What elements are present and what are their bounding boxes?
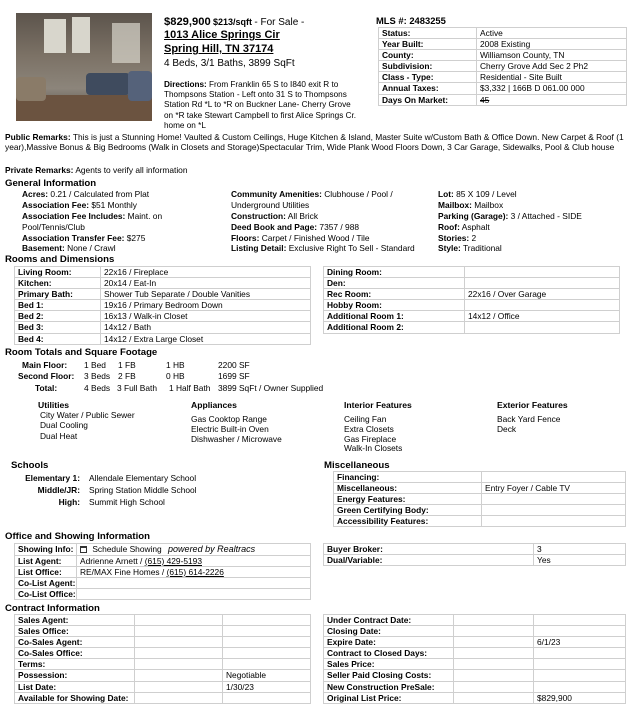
mls-row: [379, 28, 627, 39]
list-agent-phone-link[interactable]: (615) 429-5193: [144, 555, 202, 566]
misc-row: [334, 472, 626, 483]
contract-value: [534, 681, 626, 692]
general-info-row: [22, 233, 222, 244]
room-row: [324, 311, 620, 322]
room-label: Hobby Room:: [324, 300, 465, 311]
room-label: Bed 3:: [15, 322, 101, 333]
beds-baths-sqft: 4 Beds, 3/1 Baths, 3899 SqFt: [164, 58, 295, 69]
utilities-item: Dual Heat: [40, 430, 78, 441]
totals-row-label: Second Floor:: [18, 371, 75, 381]
list-agent-name: Adrienne Arnett /: [80, 555, 145, 566]
room-value: 14x12 / Office: [465, 311, 620, 322]
contract-label: Seller Paid Closing Costs:: [324, 670, 454, 681]
mls-row: [379, 50, 627, 61]
contract-row: [324, 615, 626, 626]
contract-label: List Date:: [15, 681, 135, 692]
private-remarks: [5, 165, 188, 175]
room-row: [324, 278, 620, 289]
listing-status-text: - For Sale -: [254, 17, 305, 28]
general-info-row: [231, 233, 431, 244]
room-value: 19x16 / Primary Bedroom Down: [101, 300, 311, 311]
mls-field-value: 45: [477, 94, 627, 105]
totals-bed: 1 Bed: [84, 360, 106, 370]
general-info-value: $51 Monthly: [91, 199, 137, 210]
contract-value: [534, 659, 626, 670]
appliances-item: Dishwasher / Microwave: [191, 433, 282, 444]
misc-value: [482, 472, 626, 483]
general-info-label: Stories:: [438, 232, 470, 243]
contract-label: Co-Sales Agent:: [15, 637, 135, 648]
general-info-value: Asphalt: [461, 221, 490, 232]
exterior-heading: Exterior Features: [497, 400, 568, 410]
room-value: [465, 322, 620, 333]
contract-spacer: [135, 659, 223, 670]
general-info-value: $275: [126, 232, 146, 243]
utilities-item: City Water / Public Sewer: [40, 410, 135, 420]
contract-label: Sales Agent:: [15, 615, 135, 626]
general-info-row: [22, 211, 222, 222]
contract-spacer: [135, 670, 223, 681]
general-info-label: Deed Book and Page:: [231, 221, 318, 232]
directions: [164, 80, 362, 131]
contract-spacer: [454, 659, 534, 670]
calendar-icon: [80, 546, 87, 553]
office-heading: Office and Showing Information: [5, 531, 150, 542]
general-info-label: Roof:: [438, 221, 460, 232]
general-info-value: None / Crawl: [67, 243, 116, 254]
contract-label: Terms:: [15, 659, 135, 670]
general-info-row: [438, 211, 634, 222]
list-office-label: List Office:: [15, 566, 77, 577]
co-list-office-value: [77, 589, 311, 600]
schedule-showing-link[interactable]: Schedule Showing: [92, 544, 162, 554]
misc-label: Energy Features:: [334, 494, 482, 505]
contract-spacer: [135, 626, 223, 637]
contract-row: [324, 692, 626, 703]
room-value: 14x12 / Extra Large Closet: [101, 333, 311, 344]
public-remarks-text: This is just a Stunning Home! Vaulted & Custom Ceilings, Huge Kitchen & Island, Master Suite w/Custom Bath & Office Down. New Carpet & Roof (1 year),Massive Bonus & Big Bedrooms (Walk in Closets and Storage)Spectacular Trim, Wide Plank Wood Floors Down, 3 Car Garage, Sidewalks, Pool & Club house: [5, 132, 624, 152]
contract-label: Sales Office:: [15, 626, 135, 637]
room-value: 22x16 / Over Garage: [465, 289, 620, 300]
contract-row: [15, 637, 311, 648]
mls-field-value: Cherry Grove Add Sec 2 Ph2: [477, 61, 627, 72]
misc-row: [334, 494, 626, 505]
misc-label: Green Certifying Body:: [334, 505, 482, 516]
misc-label: Accessibility Features:: [334, 516, 482, 527]
list-office-name: RE/MAX Fine Homes /: [80, 566, 167, 577]
contract-label: Expire Date:: [324, 637, 454, 648]
price-line: [164, 16, 304, 29]
contract-value: [223, 626, 311, 637]
mls-field-value: Residential - Site Built: [477, 72, 627, 83]
general-info-row: [231, 243, 431, 254]
room-row: [324, 267, 620, 278]
room-row: [15, 278, 311, 289]
contract-heading: Contract Information: [5, 603, 100, 614]
broker-label: Buyer Broker:: [324, 544, 534, 555]
general-info-label: Style:: [438, 243, 461, 254]
room-label: Additional Room 1:: [324, 311, 465, 322]
contract-spacer: [454, 626, 534, 637]
room-totals-heading: Room Totals and Square Footage: [5, 347, 158, 358]
contract-row: [324, 670, 626, 681]
mls-row: [379, 72, 627, 83]
contract-value: [534, 626, 626, 637]
room-label: Bed 1:: [15, 300, 101, 311]
general-info-row: [438, 189, 634, 200]
contract-value: [223, 648, 311, 659]
contract-value: [534, 670, 626, 681]
room-label: Kitchen:: [15, 278, 101, 289]
totals-row-label: Main Floor:: [22, 360, 68, 370]
room-label: Primary Bath:: [15, 289, 101, 300]
general-info-row: [231, 200, 431, 211]
room-row: [15, 311, 311, 322]
schools-heading: Schools: [11, 460, 49, 471]
room-label: Dining Room:: [324, 267, 465, 278]
general-info-row: [22, 243, 222, 254]
general-info-value: 3 / Attached - SIDE: [510, 210, 582, 221]
powered-by: powered by Realtracs: [168, 544, 256, 554]
mls-summary-table: [378, 27, 627, 106]
interior-item: Extra Closets: [344, 423, 394, 434]
school-label: Elementary 1:: [25, 473, 80, 483]
contract-value: [223, 692, 311, 703]
room-row: [15, 267, 311, 278]
contract-row: [324, 637, 626, 648]
general-info-row: [438, 200, 634, 211]
co-list-agent-label: Co-List Agent:: [15, 577, 77, 588]
contract-label: New Construction PreSale:: [324, 681, 454, 692]
appliances-heading: Appliances: [191, 400, 237, 410]
general-info-label: Floors:: [231, 232, 260, 243]
room-value: Shower Tub Separate / Double Vanities: [101, 289, 311, 300]
contract-value: $829,900: [534, 692, 626, 703]
room-value: 22x16 / Fireplace: [101, 267, 311, 278]
contract-label: Co-Sales Office:: [15, 648, 135, 659]
general-info-value: Mailbox: [474, 199, 504, 210]
general-info-value: Pool/Tennis/Club: [22, 221, 85, 232]
misc-row: [334, 505, 626, 516]
general-info-label: Basement:: [22, 243, 65, 254]
mls-field-value: 2008 Existing: [477, 39, 627, 50]
room-label: Bed 4:: [15, 333, 101, 344]
misc-value: [482, 505, 626, 516]
contract-table-left: [14, 614, 311, 704]
mls-field-label: Subdivision:: [379, 61, 477, 72]
contract-spacer: [454, 615, 534, 626]
room-label: Den:: [324, 278, 465, 289]
appliances-item: Gas Cooktop Range: [191, 414, 267, 424]
general-info-row: [231, 222, 431, 233]
contract-label: Possession:: [15, 670, 135, 681]
contract-row: [15, 681, 311, 692]
office-table: [14, 543, 311, 600]
broker-value: Yes: [534, 555, 626, 566]
general-info-row: [438, 233, 634, 244]
general-info-label: Acres:: [22, 189, 49, 199]
contract-row: [15, 648, 311, 659]
room-row: [15, 333, 311, 344]
address-line-1[interactable]: 1013 Alice Springs Cir: [164, 29, 280, 41]
showing-info-label: Showing Info:: [15, 544, 77, 556]
general-info-label: Construction:: [231, 210, 286, 221]
general-info-heading: General Information: [5, 178, 97, 189]
interior-item: Gas Fireplace: [344, 433, 397, 444]
general-info-value: All Brick: [287, 210, 319, 221]
room-label: Living Room:: [15, 267, 101, 278]
list-office-phone-link[interactable]: (615) 614-2226: [166, 566, 224, 577]
contract-label: Closing Date:: [324, 626, 454, 637]
contract-value: 1/30/23: [223, 681, 311, 692]
public-remarks-label: Public Remarks:: [5, 132, 71, 142]
list-price: $829,900: [164, 16, 211, 28]
directions-label: Directions:: [164, 80, 207, 89]
general-info-value: Carpet / Finished Wood / Tile: [261, 232, 370, 243]
general-info-row: [22, 200, 222, 211]
public-remarks: [5, 133, 633, 153]
mls-field-label: Year Built:: [379, 39, 477, 50]
directions-text: From Franklin 65 S to I840 exit R to Thompsons Station - Left onto 31 S to Thompsons Station Rd *L to *R on Buckner Lane- Cherry Grove on *R take Stewart Campbell to first Alice Springs Cr. home on *L: [164, 80, 357, 130]
contract-label: Under Contract Date:: [324, 615, 454, 626]
school-label: High:: [58, 497, 80, 507]
mls-row: [379, 61, 627, 72]
co-list-office-label: Co-List Office:: [15, 589, 77, 600]
misc-value: Entry Foyer / Cable TV: [482, 483, 626, 494]
general-info-label: Community Amenities:: [231, 189, 322, 199]
general-info-label: Association Fee:: [22, 199, 90, 210]
contract-value: [223, 615, 311, 626]
general-info-row: [22, 189, 222, 200]
mls-field-value: Active: [477, 28, 627, 39]
contract-table-right: [323, 614, 626, 704]
contract-value: 6/1/23: [534, 637, 626, 648]
contract-row: [15, 692, 311, 703]
utilities-heading: Utilities: [38, 400, 70, 410]
mls-row: [379, 83, 627, 94]
contract-spacer: [454, 637, 534, 648]
contract-spacer: [135, 692, 223, 703]
exterior-item: Back Yard Fence: [497, 414, 561, 424]
misc-heading: Miscellaneous: [324, 460, 390, 471]
school-label: Middle/JR:: [37, 485, 80, 495]
general-info-label: Listing Detail:: [231, 243, 287, 254]
general-info-col-3: [438, 189, 634, 254]
general-info-row: [231, 189, 431, 200]
contract-row: [324, 659, 626, 670]
misc-row: [334, 483, 626, 494]
totals-bed: 3 Beds: [84, 371, 111, 381]
misc-value: [482, 494, 626, 505]
general-info-row: [22, 222, 222, 233]
totals-sf: 2200 SF: [218, 360, 250, 370]
room-value: [465, 278, 620, 289]
appliances-item: Electric Built-in Oven: [191, 423, 269, 434]
room-label: Additional Room 2:: [324, 322, 465, 333]
list-agent-label: List Agent:: [15, 555, 77, 566]
general-info-col-2: [231, 189, 431, 254]
general-info-value: Clubhouse / Pool /: [324, 189, 393, 199]
contract-row: [15, 670, 311, 681]
rooms-table-right: [323, 266, 620, 334]
showing-info-cell: [77, 544, 311, 556]
general-info-label: Parking (Garage):: [438, 210, 509, 221]
contract-spacer: [135, 637, 223, 648]
contract-value: [223, 637, 311, 648]
contract-spacer: [454, 670, 534, 681]
mls-field-value: Williamson County, TN: [477, 50, 627, 61]
school-name: Summit High School: [89, 497, 165, 507]
mls-field-label: Class - Type:: [379, 72, 477, 83]
contract-spacer: [135, 615, 223, 626]
totals-sf: 3899 SqFt / Owner Supplied: [218, 383, 324, 393]
general-info-value: Maint. on: [127, 210, 163, 221]
general-info-label: Mailbox:: [438, 199, 472, 210]
general-info-label: Association Transfer Fee:: [22, 232, 125, 243]
totals-hb: 1 HB: [166, 360, 185, 370]
room-row: [324, 289, 620, 300]
misc-label: Miscellaneous:: [334, 483, 482, 494]
interior-heading: Interior Features: [344, 400, 412, 410]
contract-label: Contract to Closed Days:: [324, 648, 454, 659]
general-info-value: 2: [471, 232, 477, 243]
general-info-col-1: [22, 189, 222, 254]
misc-table: [333, 471, 626, 527]
general-info-value: 7357 / 988: [319, 221, 360, 232]
general-info-label: Lot:: [438, 189, 454, 199]
contract-value: [534, 648, 626, 659]
interior-item: Ceiling Fan: [344, 414, 387, 424]
general-info-value: Underground Utilities: [231, 199, 310, 210]
misc-value: [482, 516, 626, 527]
private-remarks-text: Agents to verify all information: [75, 165, 188, 175]
contract-label: Sales Price:: [324, 659, 454, 670]
room-value: [465, 300, 620, 311]
totals-fb: 2 FB: [118, 371, 136, 381]
mls-field-label: County:: [379, 50, 477, 61]
utilities-item: Dual Cooling: [40, 420, 88, 431]
contract-spacer: [454, 648, 534, 659]
room-label: Rec Room:: [324, 289, 465, 300]
general-info-value: Traditional: [463, 243, 502, 254]
general-info-value: 0.21 / Calculated from Plat: [50, 189, 150, 199]
room-label: Bed 2:: [15, 311, 101, 322]
broker-label: Dual/Variable:: [324, 555, 534, 566]
totals-sf: 1699 SF: [218, 371, 250, 381]
list-office-cell: [77, 566, 311, 577]
contract-row: [324, 626, 626, 637]
broker-row: [324, 544, 626, 555]
totals-bed: 4 Beds: [84, 383, 111, 393]
list-agent-cell: [77, 555, 311, 566]
totals-fb: 1 FB: [118, 360, 136, 370]
contract-row: [15, 626, 311, 637]
contract-value: Negotiable: [223, 670, 311, 681]
contract-row: [15, 659, 311, 670]
room-row: [15, 289, 311, 300]
mls-field-value: $3,332 | 166B D 061.00 000: [477, 83, 627, 94]
mls-field-label: Annual Taxes:: [379, 83, 477, 94]
contract-row: [324, 648, 626, 659]
mls-row: [379, 39, 627, 50]
school-name: Allendale Elementary School: [89, 473, 197, 483]
private-remarks-label: Private Remarks:: [5, 165, 74, 175]
general-info-value: 85 X 109 / Level: [456, 189, 517, 199]
rooms-heading: Rooms and Dimensions: [5, 254, 115, 265]
interior-item: Walk-In Closets: [344, 443, 403, 454]
general-info-label: Association Fee Includes:: [22, 210, 126, 221]
room-row: [15, 300, 311, 311]
broker-table: [323, 543, 626, 566]
mls-number: MLS #: 2483255: [376, 15, 446, 26]
contract-spacer: [135, 648, 223, 659]
contract-spacer: [454, 681, 534, 692]
contract-label: Original List Price:: [324, 692, 454, 703]
general-info-row: [438, 243, 634, 254]
broker-row: [324, 555, 626, 566]
room-value: 16x13 / Walk-in Closet: [101, 311, 311, 322]
contract-value: [534, 615, 626, 626]
contract-row: [15, 615, 311, 626]
exterior-item: Deck: [497, 423, 517, 434]
room-value: [465, 267, 620, 278]
general-info-row: [231, 211, 431, 222]
price-per-sqft: $213/sqft: [213, 17, 253, 27]
contract-label: Available for Showing Date:: [15, 692, 135, 703]
room-row: [15, 322, 311, 333]
general-info-value: Exclusive Right To Sell - Standard: [288, 243, 415, 254]
mls-field-label: Days On Market:: [379, 94, 477, 105]
school-name: Spring Station Middle School: [89, 485, 197, 495]
totals-row-label: Total:: [35, 383, 58, 393]
totals-hb: 1 Half Bath: [169, 383, 211, 393]
misc-label: Financing:: [334, 472, 482, 483]
contract-spacer: [454, 692, 534, 703]
room-row: [324, 300, 620, 311]
general-info-row: [438, 222, 634, 233]
property-photo[interactable]: [16, 13, 152, 121]
room-value: 14x12 / Bath: [101, 322, 311, 333]
mls-row: [379, 94, 627, 105]
misc-row: [334, 516, 626, 527]
mls-field-label: Status:: [379, 28, 477, 39]
contract-value: [223, 659, 311, 670]
contract-spacer: [135, 681, 223, 692]
totals-hb: 0 HB: [166, 371, 185, 381]
room-row: [324, 322, 620, 333]
room-value: 20x14 / Eat-In: [101, 278, 311, 289]
rooms-table-left: [14, 266, 311, 345]
contract-row: [324, 681, 626, 692]
address-line-2[interactable]: Spring Hill, TN 37174: [164, 43, 274, 55]
co-list-agent-value: [77, 577, 311, 588]
totals-fb: 3 Full Bath: [117, 383, 158, 393]
broker-value: 3: [534, 544, 626, 555]
